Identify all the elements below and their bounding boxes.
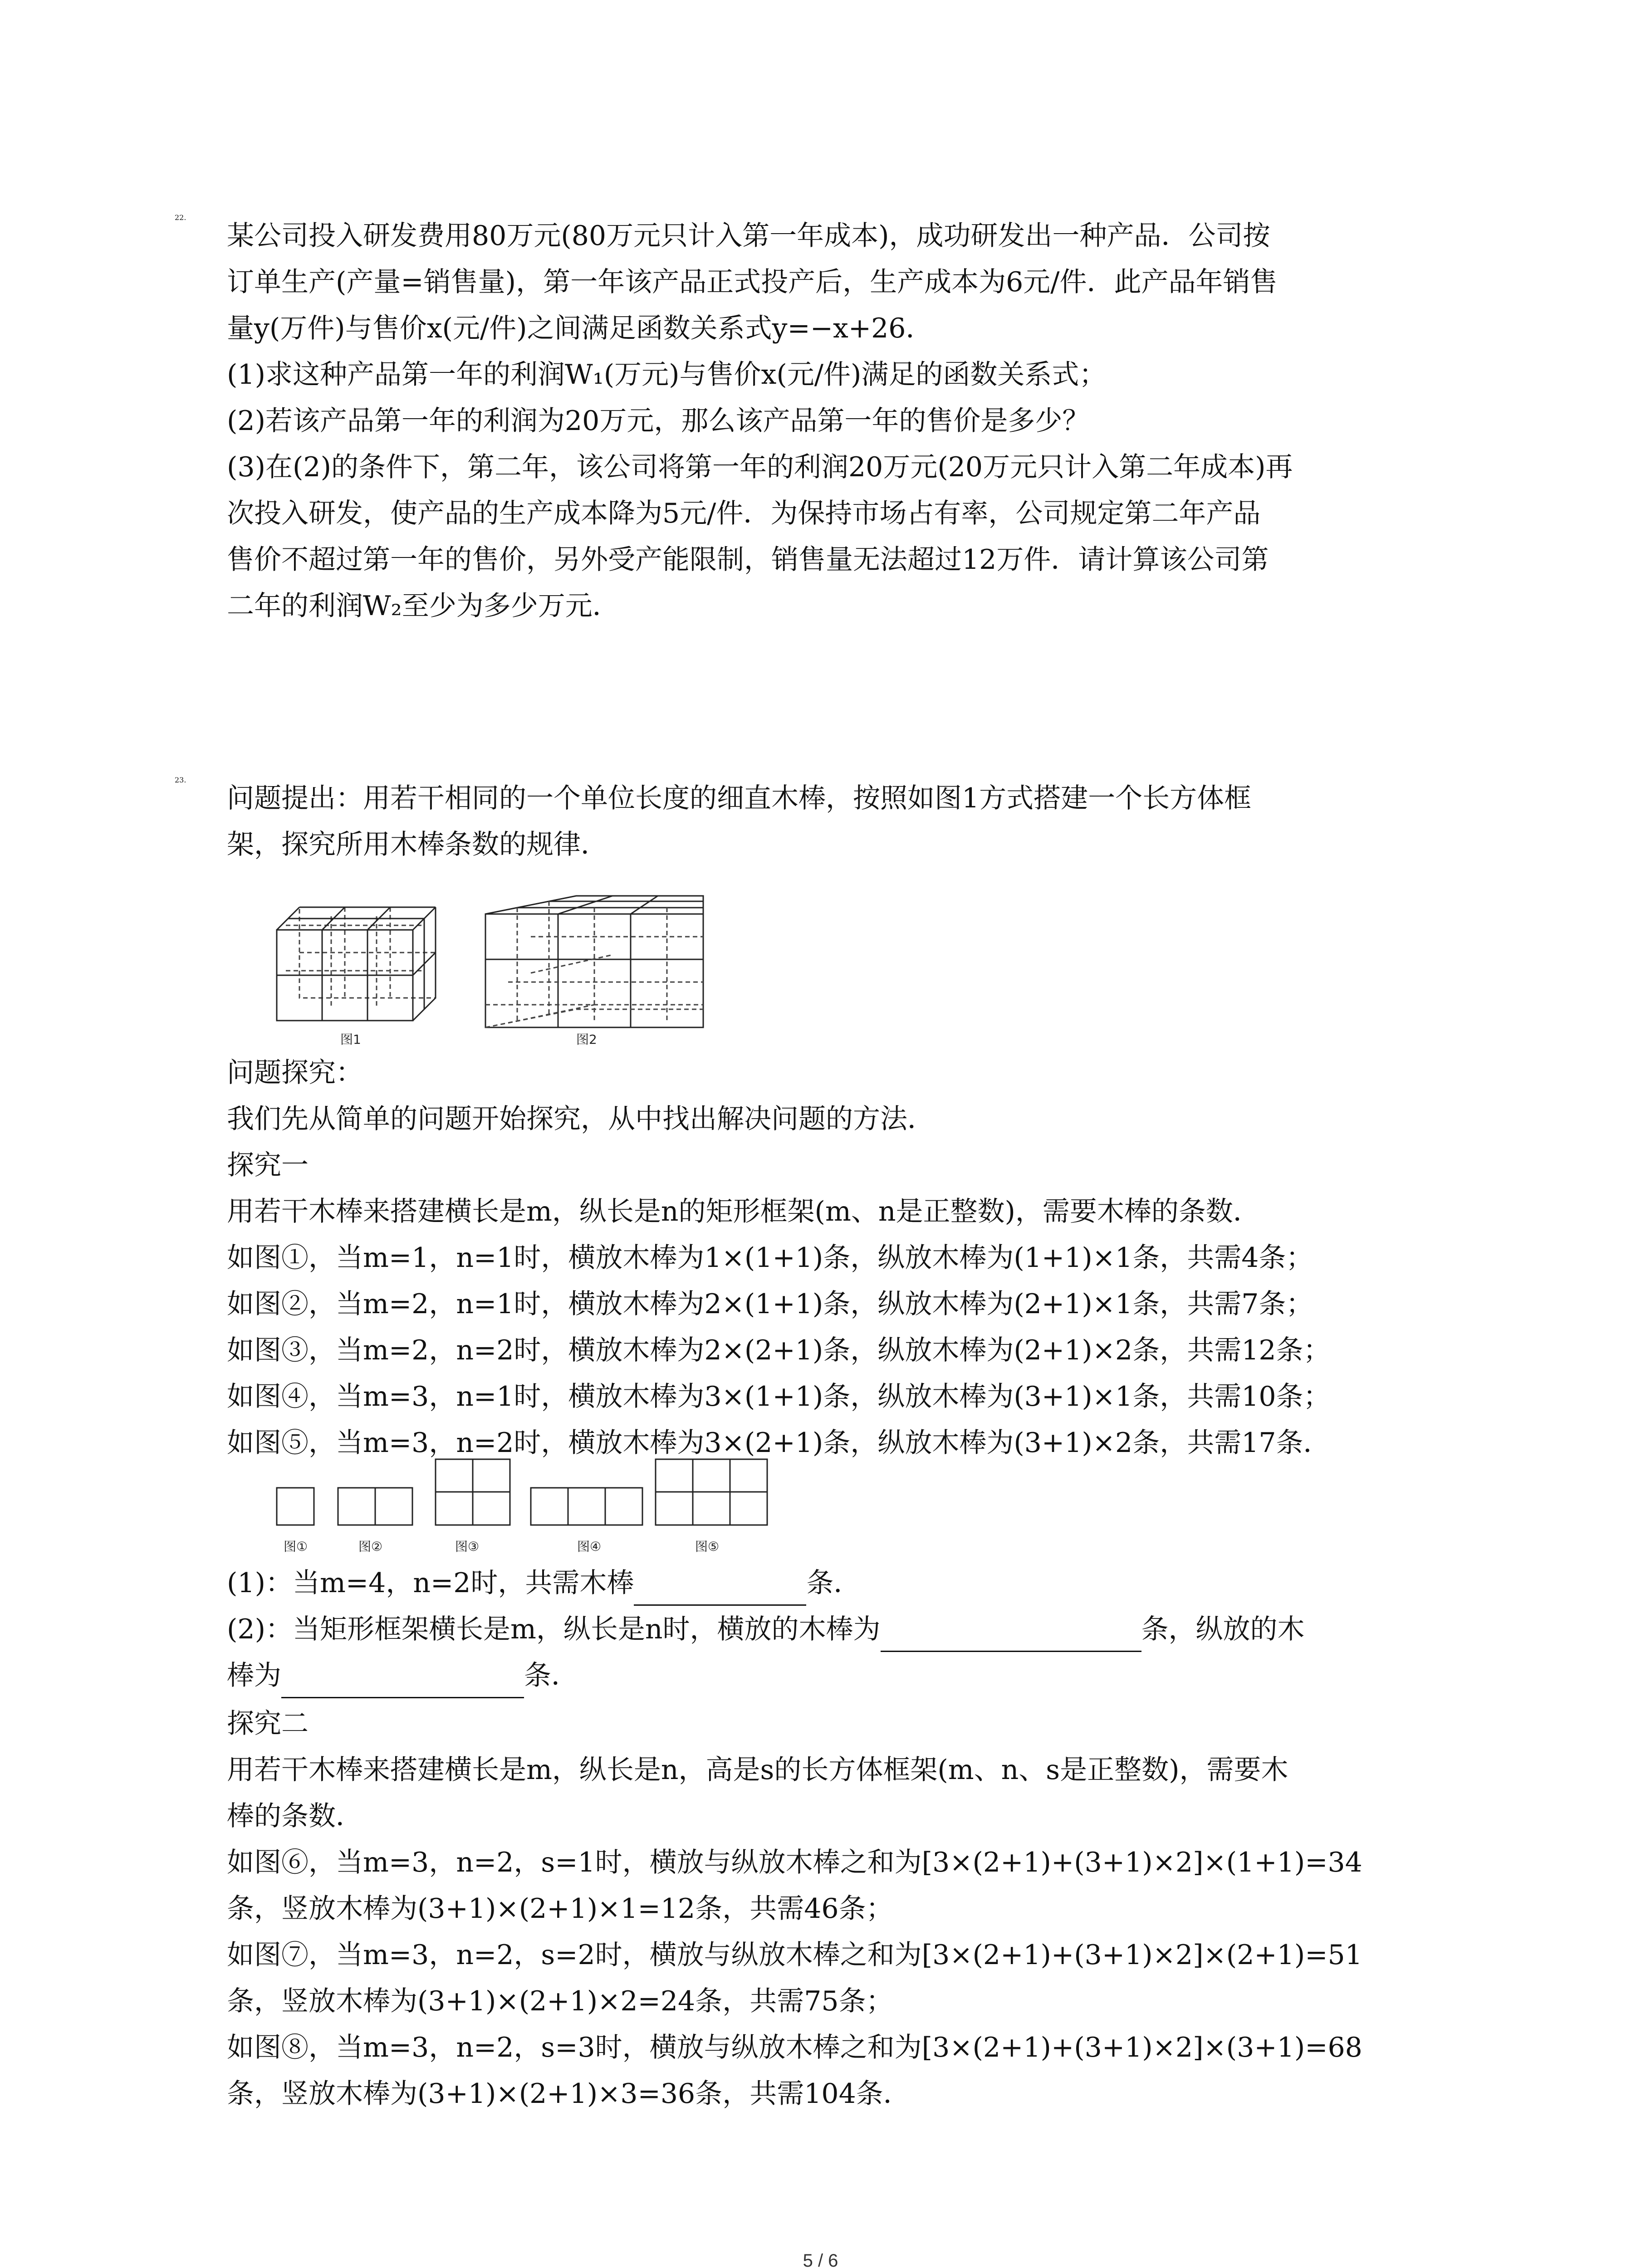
figure-1-caption: 图1	[340, 1032, 361, 1047]
example-line: 条，竖放木棒为(3+1)×(2+1)×1=12条，共需46条；	[227, 1893, 893, 1925]
part-1-suffix: 条．	[806, 1567, 861, 1599]
figure-circle-4-caption: 图④	[577, 1539, 602, 1554]
example-line: 条，竖放木棒为(3+1)×(2+1)×2=24条，共需75条；	[227, 1985, 893, 2017]
q22-line: 二年的利润W₂至少为多少万元．	[227, 590, 620, 622]
part-1-prefix: (1)：当m=4，n=2时，共需木棒	[227, 1567, 634, 1599]
question-number: 22.	[175, 213, 186, 222]
figure-2-cuboid-frame	[481, 891, 708, 1032]
figure-circle-2-caption: 图②	[358, 1539, 383, 1554]
answer-blank[interactable]	[881, 1618, 1141, 1652]
q23-part-1	[227, 1560, 1452, 1607]
example-line: 如图③，当m=2，n=2时，横放木棒为2×(2+1)条，纵放木棒为(2+1)×2条，共需12条；	[227, 1334, 1331, 1366]
q22-line: 次投入研发，使产品的生产成本降为5元/件．为保持市场占有率，公司规定第二年产品	[227, 498, 1261, 529]
rectangle-frames-figures	[274, 1458, 778, 1526]
example-line: 如图⑥，当m=3，n=2，s=1时，横放与纵放木棒之和为[3×(2+1)+(3+1)×2]×(1+1)=34	[227, 1847, 1362, 1878]
answer-blank[interactable]	[281, 1664, 524, 1698]
exploration-1-title: 探究一	[227, 1149, 309, 1181]
question-23-intro	[175, 776, 1452, 868]
q23-intro-line: 问题提出：用若干相同的一个单位长度的细直木棒，按照如图1方式搭建一个长方体框	[227, 782, 1252, 814]
figure-circle-3-caption: 图③	[455, 1539, 480, 1554]
question-number: 23.	[175, 776, 186, 784]
question-23-exploration-2	[227, 1701, 1452, 2117]
q23-intro-line: 架，探究所用木棒条数的规律．	[227, 829, 608, 860]
q22-line: 售价不超过第一年的售价，另外受产能限制，销售量无法超过12万件．请计算该公司第	[227, 544, 1269, 576]
question-23-fill-in	[227, 1560, 1452, 1699]
q22-part-2: (2)若该产品第一年的利润为20万元，那么该产品第一年的售价是多少？	[227, 405, 1090, 437]
example-line: 如图⑤，当m=3，n=2时，横放木棒为3×(2+1)条，纵放木棒为(3+1)×2条，共需17条．	[227, 1427, 1331, 1459]
example-line: 如图②，当m=2，n=1时，横放木棒为2×(1+1)条，纵放木棒为(2+1)×1条，共需7条；	[227, 1288, 1313, 1320]
figure-circle-1-caption: 图①	[284, 1539, 308, 1554]
part-2-prefix: (2)：当矩形框架横长是m，纵长是n时，横放的木棒为	[227, 1613, 881, 1645]
exploration-text: 棒的条数．	[227, 1800, 363, 1832]
part-2-middle: 条，纵放的木	[1141, 1613, 1305, 1645]
example-line: 如图④，当m=3，n=1时，横放木棒为3×(1+1)条，纵放木棒为(3+1)×1条，共需10条；	[227, 1381, 1331, 1413]
figure-1-cuboid-frame	[272, 903, 445, 1030]
part-2-line2-suffix: 条．	[524, 1660, 578, 1691]
q23-part-2	[227, 1607, 1452, 1653]
exploration-text: 我们先从简单的问题开始探究，从中找出解决问题的方法．	[227, 1103, 935, 1135]
example-line: 条，竖放木棒为(3+1)×(2+1)×3=36条，共需104条．	[227, 2078, 911, 2110]
answer-blank[interactable]	[634, 1572, 806, 1606]
q22-part-3: (3)在(2)的条件下，第二年，该公司将第一年的利润20万元(20万元只计入第二年成本)再	[227, 451, 1293, 483]
q23-part-2-continued	[227, 1653, 1452, 1699]
q22-part-1: (1)求这种产品第一年的利润W₁(万元)与售价x(元/件)满足的函数关系式；	[227, 359, 1107, 391]
figure-2-caption: 图2	[576, 1032, 597, 1047]
exploration-2-title: 探究二	[227, 1708, 309, 1740]
question-22	[175, 213, 1452, 630]
q22-line: 订单生产(产量=销售量)，第一年该产品正式投产后，生产成本为6元/件．此产品年销售	[227, 266, 1278, 298]
question-23-exploration-1	[227, 1050, 1452, 1466]
part-2-line2-prefix: 棒为	[227, 1660, 281, 1691]
figure-circle-5-caption: 图⑤	[695, 1539, 720, 1554]
exploration-heading: 问题探究：	[227, 1057, 363, 1089]
example-line: 如图⑧，当m=3，n=2，s=3时，横放与纵放木棒之和为[3×(2+1)+(3+1)×2]×(3+1)=68	[227, 2032, 1362, 2063]
q22-line: 量y(万件)与售价x(元/件)之间满足函数关系式y=−x+26．	[227, 313, 933, 344]
example-line: 如图⑦，当m=3，n=2，s=2时，横放与纵放木棒之和为[3×(2+1)+(3+1)×2]×(2+1)=51	[227, 1939, 1362, 1971]
exploration-text: 用若干木棒来搭建横长是m，纵长是n，高是s的长方体框架(m、n、s是正整数)，需要木	[227, 1754, 1288, 1786]
exploration-text: 用若干木棒来搭建横长是m，纵长是n的矩形框架(m、n是正整数)，需要木棒的条数．	[227, 1196, 1260, 1227]
page-number: 5 / 6	[803, 2251, 838, 2268]
q22-line: 某公司投入研发费用80万元(80万元只计入第一年成本)，成功研发出一种产品．公司按	[227, 220, 1270, 252]
example-line: 如图①，当m=1，n=1时，横放木棒为1×(1+1)条，纵放木棒为(1+1)×1条，共需4条；	[227, 1242, 1313, 1274]
